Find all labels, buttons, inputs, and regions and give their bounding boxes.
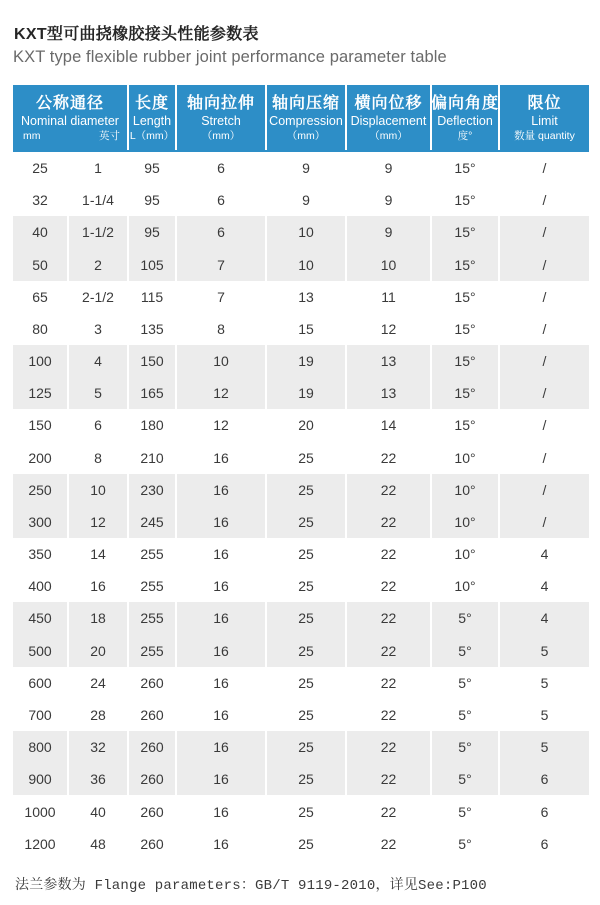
header-cn-label: 轴向拉伸 <box>186 94 255 112</box>
cell-displacement: 13 <box>347 345 430 377</box>
cell-limit: / <box>500 442 589 474</box>
cell-limit: / <box>500 281 589 313</box>
cell-limit: 4 <box>500 602 589 634</box>
cell-stretch: 12 <box>177 377 265 409</box>
table-row <box>13 216 589 248</box>
cell-stretch: 16 <box>177 506 265 538</box>
header-unit-label: 数量 quantity <box>514 129 575 142</box>
header-cn-label: 公称通径 <box>35 94 104 112</box>
cell-stretch: 16 <box>177 763 265 795</box>
cell-inch: 12 <box>69 506 127 538</box>
column-header-deflection <box>432 85 498 150</box>
header-cn-label: 横向位移 <box>354 94 423 112</box>
cell-displacement: 22 <box>347 763 430 795</box>
cell-length: 260 <box>129 699 175 731</box>
cell-displacement: 22 <box>347 602 430 634</box>
cell-mm: 100 <box>13 345 67 377</box>
cell-stretch: 8 <box>177 313 265 345</box>
cell-displacement: 12 <box>347 313 430 345</box>
cell-deflection: 5° <box>432 602 498 634</box>
header-cn-label: 轴向压缩 <box>271 94 340 112</box>
table-row <box>13 538 589 570</box>
cell-limit: 6 <box>500 763 589 795</box>
cell-stretch: 6 <box>177 216 265 248</box>
table-row <box>13 345 589 377</box>
cell-inch: 40 <box>69 795 127 827</box>
cell-inch: 3 <box>69 313 127 345</box>
cell-limit: 5 <box>500 667 589 699</box>
table-row <box>13 763 589 795</box>
cell-displacement: 22 <box>347 506 430 538</box>
cell-inch: 4 <box>69 345 127 377</box>
cell-mm: 450 <box>13 602 67 634</box>
cell-mm: 900 <box>13 763 67 795</box>
cell-displacement: 22 <box>347 731 430 763</box>
cell-deflection: 5° <box>432 667 498 699</box>
table-row <box>13 731 589 763</box>
cell-stretch: 6 <box>177 184 265 216</box>
cell-compression: 19 <box>267 377 345 409</box>
cell-length: 95 <box>129 152 175 184</box>
cell-deflection: 15° <box>432 249 498 281</box>
cell-stretch: 12 <box>177 409 265 441</box>
cell-length: 105 <box>129 249 175 281</box>
cell-inch: 6 <box>69 409 127 441</box>
cell-displacement: 22 <box>347 828 430 860</box>
cell-compression: 25 <box>267 763 345 795</box>
cell-deflection: 15° <box>432 377 498 409</box>
column-header-compression <box>267 85 345 150</box>
cell-compression: 25 <box>267 506 345 538</box>
cell-limit: / <box>500 377 589 409</box>
cell-compression: 19 <box>267 345 345 377</box>
table-body <box>13 152 589 860</box>
cell-mm: 40 <box>13 216 67 248</box>
table-row <box>13 474 589 506</box>
cell-mm: 1200 <box>13 828 67 860</box>
cell-deflection: 15° <box>432 313 498 345</box>
table-row <box>13 699 589 731</box>
cell-compression: 25 <box>267 474 345 506</box>
header-en-label: Compression <box>269 113 343 128</box>
cell-stretch: 16 <box>177 699 265 731</box>
cell-compression: 25 <box>267 442 345 474</box>
cell-displacement: 11 <box>347 281 430 313</box>
cell-displacement: 22 <box>347 635 430 667</box>
cell-displacement: 22 <box>347 474 430 506</box>
cell-limit: / <box>500 249 589 281</box>
cell-deflection: 10° <box>432 570 498 602</box>
cell-length: 255 <box>129 538 175 570</box>
cell-mm: 350 <box>13 538 67 570</box>
cell-mm: 600 <box>13 667 67 699</box>
cell-inch: 36 <box>69 763 127 795</box>
header-cn-label: 长度 <box>134 94 169 112</box>
cell-deflection: 15° <box>432 184 498 216</box>
cell-displacement: 14 <box>347 409 430 441</box>
cell-length: 260 <box>129 731 175 763</box>
cell-displacement: 9 <box>347 152 430 184</box>
cell-inch: 28 <box>69 699 127 731</box>
cell-mm: 1000 <box>13 795 67 827</box>
cell-limit: / <box>500 345 589 377</box>
cell-mm: 150 <box>13 409 67 441</box>
header-en-label: Limit <box>531 113 558 128</box>
header-en-label: Stretch <box>201 113 241 128</box>
table-row <box>13 184 589 216</box>
cell-inch: 24 <box>69 667 127 699</box>
cell-mm: 50 <box>13 249 67 281</box>
header-unit-label: （mm） <box>286 129 326 142</box>
cell-limit: / <box>500 474 589 506</box>
header-en-label: Displacement <box>350 113 427 128</box>
cell-limit: / <box>500 152 589 184</box>
cell-stretch: 16 <box>177 538 265 570</box>
cell-deflection: 10° <box>432 506 498 538</box>
cell-compression: 10 <box>267 216 345 248</box>
cell-limit: 5 <box>500 731 589 763</box>
cell-mm: 25 <box>13 152 67 184</box>
cell-limit: / <box>500 216 589 248</box>
table-row <box>13 506 589 538</box>
cell-deflection: 5° <box>432 635 498 667</box>
table-row <box>13 602 589 634</box>
cell-deflection: 5° <box>432 795 498 827</box>
cell-length: 255 <box>129 570 175 602</box>
header-cn-label: 限位 <box>527 94 562 112</box>
header-unit-label: 度° <box>457 129 473 142</box>
cell-mm: 200 <box>13 442 67 474</box>
cell-deflection: 5° <box>432 828 498 860</box>
footer-note: 法兰参数为 Flange parameters：GB/T 9119-2010，详见See:P100 <box>15 877 487 894</box>
header-unit-label: （mm） <box>369 129 408 142</box>
cell-inch: 16 <box>69 570 127 602</box>
cell-length: 115 <box>129 281 175 313</box>
table-row <box>13 442 589 474</box>
cell-displacement: 22 <box>347 442 430 474</box>
header-unit-label: （mm） <box>201 129 241 142</box>
cell-deflection: 10° <box>432 442 498 474</box>
cell-stretch: 16 <box>177 474 265 506</box>
cell-compression: 25 <box>267 570 345 602</box>
column-header-limit <box>500 85 589 150</box>
cell-length: 210 <box>129 442 175 474</box>
parameter-table <box>13 85 589 860</box>
cell-mm: 125 <box>13 377 67 409</box>
cell-length: 245 <box>129 506 175 538</box>
cell-length: 260 <box>129 828 175 860</box>
cell-inch: 2-1/2 <box>69 281 127 313</box>
cell-inch: 8 <box>69 442 127 474</box>
cell-inch: 5 <box>69 377 127 409</box>
cell-inch: 1-1/2 <box>69 216 127 248</box>
cell-deflection: 15° <box>432 216 498 248</box>
cell-compression: 15 <box>267 313 345 345</box>
cell-inch: 1-1/4 <box>69 184 127 216</box>
column-header-nominal-diameter <box>13 85 127 150</box>
cell-displacement: 22 <box>347 699 430 731</box>
cell-compression: 25 <box>267 795 345 827</box>
cell-deflection: 15° <box>432 409 498 441</box>
cell-displacement: 22 <box>347 570 430 602</box>
cell-stretch: 16 <box>177 667 265 699</box>
cell-compression: 13 <box>267 281 345 313</box>
cell-limit: 6 <box>500 828 589 860</box>
cell-length: 135 <box>129 313 175 345</box>
cell-stretch: 16 <box>177 795 265 827</box>
cell-displacement: 13 <box>347 377 430 409</box>
table-header-row <box>13 85 589 152</box>
cell-inch: 14 <box>69 538 127 570</box>
cell-mm: 32 <box>13 184 67 216</box>
cell-mm: 250 <box>13 474 67 506</box>
cell-compression: 25 <box>267 731 345 763</box>
page-title: KXT型可曲挠橡胶接头性能参数表 <box>14 26 259 43</box>
header-unit-mm: mm <box>23 129 41 142</box>
cell-compression: 9 <box>267 184 345 216</box>
header-unit-inch: 英寸 <box>99 129 120 142</box>
cell-limit: / <box>500 184 589 216</box>
cell-length: 260 <box>129 763 175 795</box>
table-row <box>13 152 589 184</box>
cell-length: 165 <box>129 377 175 409</box>
table-row <box>13 377 589 409</box>
cell-stretch: 7 <box>177 249 265 281</box>
table-row <box>13 795 589 827</box>
table-row <box>13 281 589 313</box>
cell-inch: 20 <box>69 635 127 667</box>
table-row <box>13 667 589 699</box>
cell-compression: 9 <box>267 152 345 184</box>
table-row <box>13 828 589 860</box>
cell-stretch: 16 <box>177 570 265 602</box>
cell-limit: 5 <box>500 635 589 667</box>
cell-deflection: 15° <box>432 345 498 377</box>
cell-compression: 10 <box>267 249 345 281</box>
cell-displacement: 9 <box>347 184 430 216</box>
cell-deflection: 10° <box>432 538 498 570</box>
cell-length: 260 <box>129 795 175 827</box>
cell-mm: 300 <box>13 506 67 538</box>
cell-displacement: 9 <box>347 216 430 248</box>
cell-length: 95 <box>129 184 175 216</box>
cell-stretch: 7 <box>177 281 265 313</box>
cell-displacement: 10 <box>347 249 430 281</box>
cell-inch: 2 <box>69 249 127 281</box>
cell-stretch: 16 <box>177 731 265 763</box>
cell-inch: 1 <box>69 152 127 184</box>
cell-mm: 800 <box>13 731 67 763</box>
cell-mm: 65 <box>13 281 67 313</box>
cell-limit: / <box>500 409 589 441</box>
cell-displacement: 22 <box>347 795 430 827</box>
cell-compression: 25 <box>267 538 345 570</box>
cell-stretch: 16 <box>177 828 265 860</box>
cell-length: 95 <box>129 216 175 248</box>
cell-deflection: 5° <box>432 731 498 763</box>
cell-length: 230 <box>129 474 175 506</box>
cell-displacement: 22 <box>347 538 430 570</box>
header-unit-label: L（mm） <box>129 129 175 142</box>
header-unit-row <box>13 129 127 143</box>
page-subtitle: KXT type flexible rubber joint performance parameter table <box>13 48 447 66</box>
cell-stretch: 16 <box>177 602 265 634</box>
cell-compression: 25 <box>267 699 345 731</box>
column-header-stretch <box>177 85 265 150</box>
cell-mm: 80 <box>13 313 67 345</box>
cell-length: 255 <box>129 635 175 667</box>
cell-length: 180 <box>129 409 175 441</box>
cell-limit: 6 <box>500 795 589 827</box>
cell-deflection: 5° <box>432 763 498 795</box>
cell-displacement: 22 <box>347 667 430 699</box>
cell-mm: 700 <box>13 699 67 731</box>
column-header-length <box>129 85 175 150</box>
cell-length: 260 <box>129 667 175 699</box>
cell-stretch: 6 <box>177 152 265 184</box>
header-en-label: Nominal diameter <box>21 113 119 128</box>
cell-compression: 25 <box>267 602 345 634</box>
cell-mm: 400 <box>13 570 67 602</box>
cell-compression: 25 <box>267 828 345 860</box>
cell-inch: 48 <box>69 828 127 860</box>
cell-deflection: 15° <box>432 152 498 184</box>
cell-stretch: 16 <box>177 442 265 474</box>
table-row <box>13 635 589 667</box>
cell-inch: 32 <box>69 731 127 763</box>
cell-deflection: 15° <box>432 281 498 313</box>
cell-limit: 4 <box>500 538 589 570</box>
table-row <box>13 313 589 345</box>
column-header-displacement <box>347 85 430 150</box>
table-row <box>13 409 589 441</box>
cell-limit: / <box>500 313 589 345</box>
cell-stretch: 16 <box>177 635 265 667</box>
cell-mm: 500 <box>13 635 67 667</box>
cell-length: 255 <box>129 602 175 634</box>
header-en-label: Length <box>132 113 172 128</box>
cell-limit: 4 <box>500 570 589 602</box>
table-row <box>13 249 589 281</box>
cell-deflection: 10° <box>432 474 498 506</box>
cell-limit: / <box>500 506 589 538</box>
cell-compression: 25 <box>267 667 345 699</box>
cell-compression: 25 <box>267 635 345 667</box>
table-row <box>13 570 589 602</box>
cell-stretch: 10 <box>177 345 265 377</box>
header-en-label: Deflection <box>437 113 493 128</box>
cell-deflection: 5° <box>432 699 498 731</box>
cell-compression: 20 <box>267 409 345 441</box>
cell-inch: 18 <box>69 602 127 634</box>
cell-inch: 10 <box>69 474 127 506</box>
cell-limit: 5 <box>500 699 589 731</box>
header-cn-label: 偏向角度 <box>431 94 500 112</box>
cell-length: 150 <box>129 345 175 377</box>
